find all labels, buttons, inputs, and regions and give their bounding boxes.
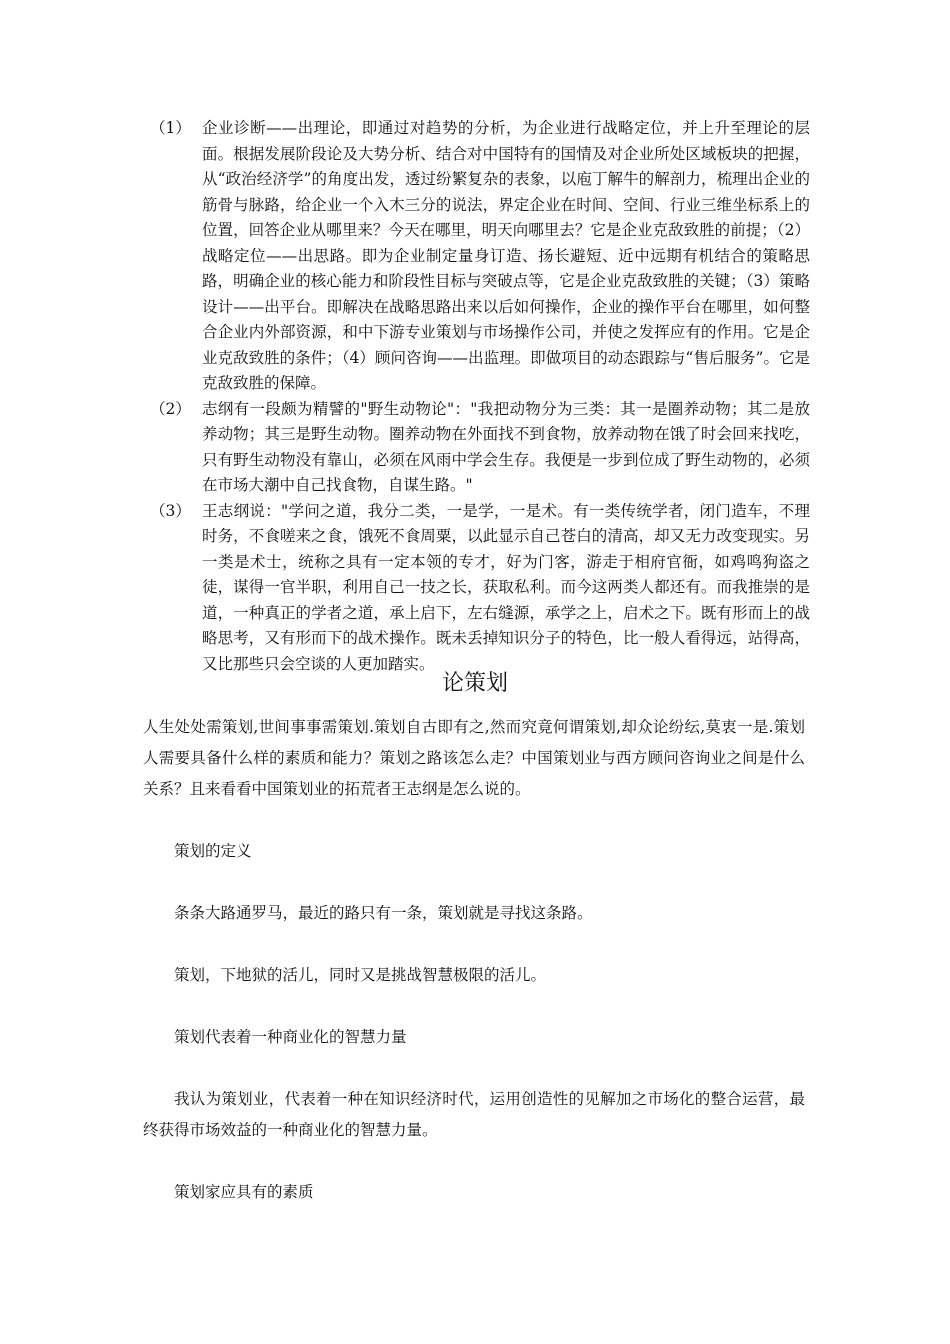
intro-paragraph: 人生处处需策划,世间事事需策划.策划自古即有之,然而究竟何谓策划,却众论纷纭,莫衷一是.策划人需要具备什么样的素质和能力？策划之路该怎么走？中国策划业与西方顾问咨询业之间是什么关系？且来看看中国策划业的拓荒者王志纲是怎么说的。	[143, 718, 805, 798]
article-body	[143, 712, 805, 1208]
paragraph-roads: 条条大路通罗马，最近的路只有一条，策划就是寻找这条路。	[174, 904, 593, 922]
list-marker: （1）	[150, 119, 191, 137]
list-item-text: 志纲有一段颇为精譬的"野生动物论"："我把动物分为三类：其一是圈养动物；其二是放养动物；其三是野生动物。圈养动物在外面找不到食物，放养动物在饿了时会回来找吃，只有野生动物没有靠山，必须在风雨中学会生存。我便是一步到位成了野生动物的，必须在市场大潮中自己找食物，自谋生路。"	[202, 399, 810, 494]
paragraph-hell: 策划，下地狱的活儿，同时又是挑战智慧极限的活儿。	[174, 966, 547, 984]
paragraph-spacer	[143, 929, 805, 960]
paragraph-spacer	[143, 1146, 805, 1177]
paragraph-industry: 我认为策划业，代表着一种在知识经济时代，运用创造性的见解加之市场化的整合运营，最终获得市场效益的一种商业化的智慧力量。	[143, 1090, 805, 1139]
list-marker: （2）	[150, 399, 191, 418]
list-item-1	[150, 116, 810, 397]
list-item-text: 王志纲说："学问之道，我分二类，一是学，一是术。有一类传统学者，闭门造车，不理时务，不食嗟来之食，饿死不食周粟，以此显示自己苍白的清高，却又无力改变现实。另一类是术士，统称之具有一定本领的专才，好为门客，游走于相府官衙，如鸡鸣狗盗之徒，谋得一官半职，利用自己一技之长，获取私利。而今这两类人都还有。而我推崇的是道，一种真正的学者之道，承上启下，左右缝源，承学之上，启术之下。既有形而上的战略思考，又有形而下的战术操作。既未丢掉知识分子的特色，比一般人看得远，站得高，又比那些只会空谈的人更加踏实。	[202, 501, 810, 673]
section-heading-qualities: 策划家应具有的素质	[174, 1183, 314, 1201]
numbered-list	[150, 116, 810, 677]
paragraph-spacer	[143, 867, 805, 898]
list-item-text: 企业诊断——出理论，即通过对趋势的分析，为企业进行战略定位，并上升至理论的层面。根据发展阶段论及大势分析、结合对中国特有的国情及对企业所处区域板块的把握，从“政治经济学”的角度出发，透过纷繁复杂的表象，以庖丁解牛的解剖力，梳理出企业的筋骨与脉路，给企业一个入木三分的说法，界定企业在时间、空间、行业三维坐标系上的位置，回答企业从哪里来？今天在哪里，明天向哪里去？它是企业克敌致胜的前提；（2）战略定位——出思路。即为企业制定量身订造、扬长避短、近中远期有机结合的策略思路，明确企业的核心能力和阶段性目标与突破点等，它是企业克敌致胜的关键；（3）策略设计——出平台。即解决在战略思路出来以后如何操作，企业的操作平台在哪里，如何整合企业内外部资源，和中下游专业策划与市场操作公司，并使之发挥应有的作用。它是企业克敌致胜的条件；（4）顾问咨询——出监理。即做项目的动态跟踪与“售后服务”。它是克敌致胜的保障。	[202, 119, 810, 392]
list-item-3	[150, 499, 810, 678]
section-heading-definition: 策划的定义	[174, 842, 252, 860]
paragraph-spacer	[143, 805, 805, 836]
article-title: 论策划	[441, 671, 508, 696]
paragraph-spacer	[143, 991, 805, 1022]
list-item-2	[150, 397, 810, 499]
paragraph-spacer	[143, 1053, 805, 1084]
section-heading-power: 策划代表着一种商业化的智慧力量	[174, 1028, 407, 1046]
list-marker: （3）	[150, 501, 191, 520]
